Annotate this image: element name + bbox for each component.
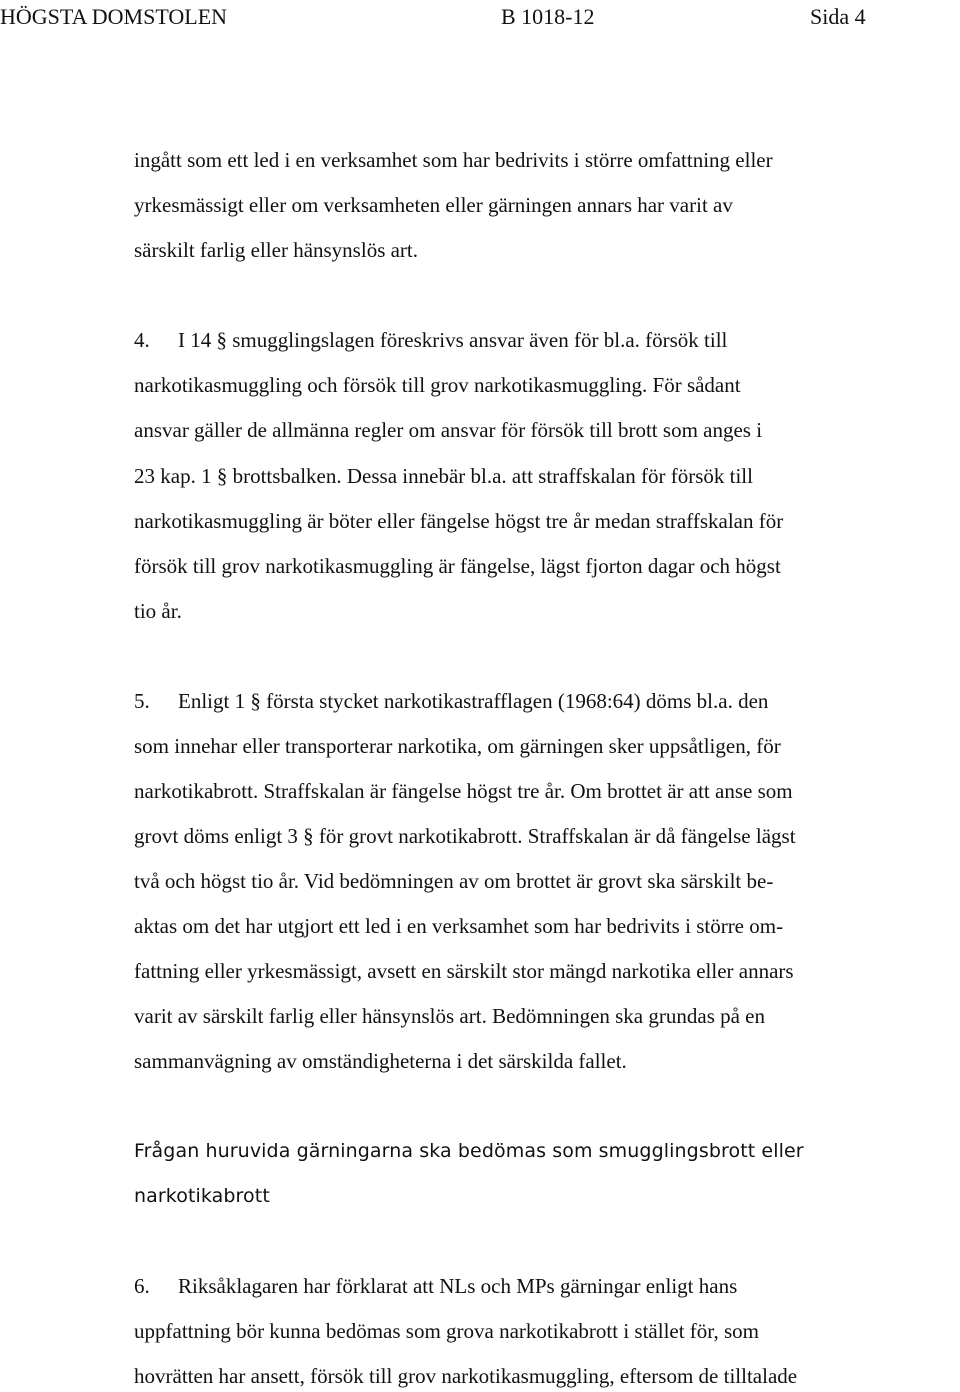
paragraph-line: särskilt farlig eller hänsynslös art. [134, 238, 419, 262]
paragraph-line: som innehar eller transporterar narkotika, om gärningen sker uppsåtligen, för [134, 734, 781, 758]
paragraph-5-first-line [134, 686, 768, 716]
paragraph-line: två och högst tio år. Vid bedömningen av om brottet är grovt ska särskilt be- [134, 869, 774, 893]
paragraph-line: försök till grov narkotikasmuggling är fängelse, lägst fjorton dagar och högst [134, 554, 781, 578]
paragraph-line: uppfattning bör kunna bedömas som grova narkotikabrott i stället för, som [134, 1319, 759, 1343]
court-name: HÖGSTA DOMSTOLEN [0, 4, 228, 29]
case-number: B 1018-12 [501, 4, 595, 29]
paragraph-line: aktas om det har utgjort ett led i en verksamhet som har bedrivits i större om- [134, 914, 784, 938]
paragraph-line: narkotikabrott. Straffskalan är fängelse högst tre år. Om brottet är att anse som [134, 779, 793, 803]
paragraph-line: ingått som ett led i en verksamhet som har bedrivits i större omfattning eller [134, 148, 773, 172]
paragraph-line: Enligt 1 § första stycket narkotikastrafflagen (1968:64) döms bl.a. den [178, 689, 769, 713]
paragraph-line: Riksåklagaren har förklarat att NLs och MPs gärningar enligt hans [178, 1274, 738, 1298]
paragraph-6-first-line [134, 1271, 737, 1301]
paragraph-line: narkotikasmuggling är böter eller fängelse högst tre år medan straffskalan för [134, 509, 784, 533]
paragraph-line: I 14 § smugglingslagen föreskrivs ansvar även för bl.a. försök till [178, 328, 728, 352]
page-header [0, 2, 960, 32]
paragraph-4-first-line [134, 325, 727, 355]
paragraph-line: hovrätten har ansett, försök till grov narkotikasmuggling, eftersom de tilltalade [134, 1364, 798, 1388]
paragraph-number: 4. [134, 328, 150, 352]
paragraph-line: yrkesmässigt eller om verksamheten eller gärningen annars har varit av [134, 193, 733, 217]
paragraph-line: tio år. [134, 599, 182, 623]
paragraph-line: fattning eller yrkesmässigt, avsett en särskilt stor mängd narkotika eller annars [134, 959, 794, 983]
paragraph-line: narkotikasmuggling och försök till grov narkotikasmuggling. För sådant [134, 373, 741, 397]
section-heading-line: narkotikabrott [134, 1185, 270, 1207]
paragraph-line: varit av särskilt farlig eller hänsynslös art. Bedömningen ska grundas på en [134, 1004, 766, 1028]
paragraph-line: sammanvägning av omständigheterna i det särskilda fallet. [134, 1049, 627, 1073]
paragraph-line: ansvar gäller de allmänna regler om ansvar för försök till brott som anges i [134, 418, 763, 442]
paragraph-number: 6. [134, 1274, 150, 1298]
paragraph-line: grovt döms enligt 3 § för grovt narkotikabrott. Straffskalan är då fängelse lägst [134, 824, 796, 848]
paragraph-number: 5. [134, 689, 150, 713]
page-number: Sida 4 [810, 4, 866, 29]
section-heading-line: Frågan huruvida gärningarna ska bedömas som smugglingsbrott eller [134, 1140, 804, 1162]
paragraph-line: 23 kap. 1 § brottsbalken. Dessa innebär bl.a. att straffskalan för försök till [134, 464, 753, 488]
